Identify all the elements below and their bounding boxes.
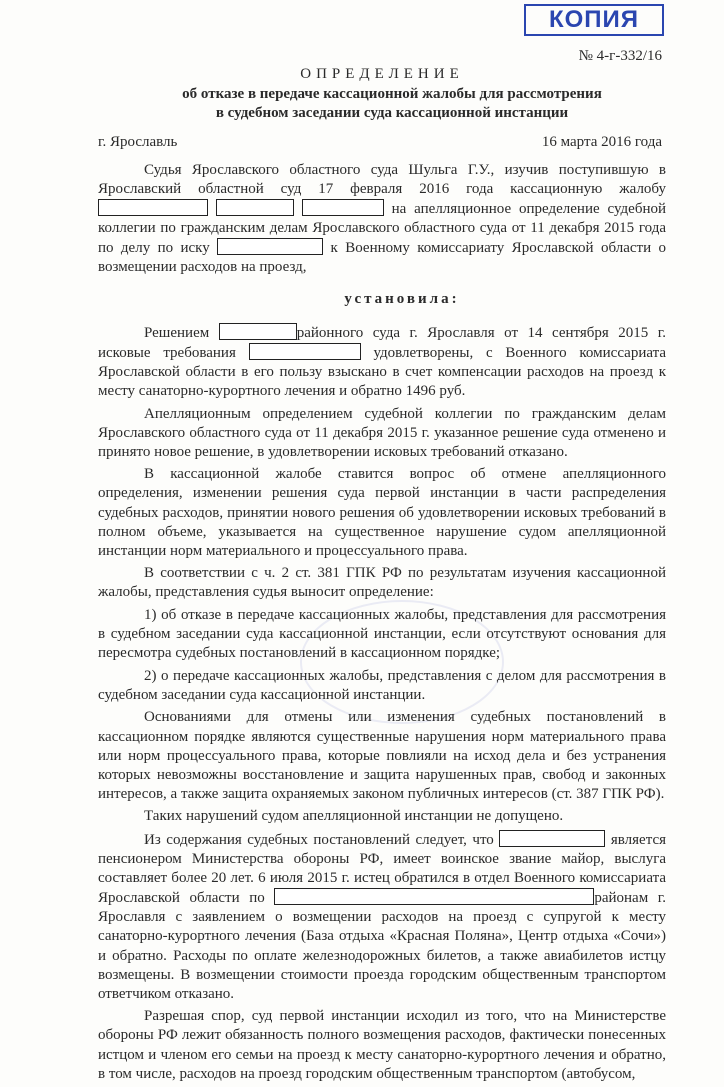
paragraph: Апелляционным определением судебной коллегии по гражданским делам Ярославского областного суда от 11 декабря 2015 г. указанное решение суда отменено и принято новое решение, в удовлетворении исковых требований отказано. — [98, 405, 666, 460]
text: районам г. Ярославля с заявлением о возмещении расходов на проезд с супругой к месту санаторно-курортного лечения (База отдыха «Красная Поляна», Центр отдыха «Сочи») и обратно. Расходы по оплате железнодорожных билетов, а также авиабилетов истцу возмещены. В возмещении стоимости проезда городским общественным транспортом ответчиком отказано. — [98, 890, 666, 1002]
paragraph — [98, 830, 666, 1004]
paragraph-intro — [98, 161, 666, 278]
paragraph: Таких нарушений судом апелляционной инстанции не допущено. — [144, 808, 564, 825]
redaction-box — [499, 830, 605, 847]
text: удовлетворены, с Военного комиссариата Ярославской области в его пользу взыскано в счет компенсации расходов на проезд к месту санаторно-курортного лечения и обратно 1496 руб. — [98, 344, 667, 399]
text: Судья Ярославского областного суда Шульга Г.У., изучив поступившую в Ярославский областной суд 17 февраля 2016 года кассационную жалобу — [98, 162, 666, 198]
case-number: № 4-г-332/16 — [578, 48, 662, 64]
document-subtitle — [0, 85, 724, 123]
copy-stamp: КОПИЯ — [524, 4, 664, 36]
paragraph: В кассационной жалобе ставится вопрос об отмене апелляционного определения, изменении решения суда первой инстанции в части распределения судебных расходов, принятии нового решения об удовлетворении исковых требований в полном объеме, указывается на существенное нарушение судом апелляционной инстанции норм материального и процессуального права. — [98, 466, 666, 559]
redaction-box — [98, 199, 208, 216]
document-body — [98, 161, 666, 1087]
text: районного суда г. Ярославля от 14 сентября 2015 г. исковые требования — [98, 324, 666, 361]
paragraph — [98, 323, 666, 401]
paragraph: Разрешая спор, суд первой инстанции исходил из того, что на Министерстве обороны РФ лежит обязанность полного возмещения расходов, фактически понесенных истцом и членом его семьи на проезд к месту санаторно-курортного лечения и обратно, в том числе, расходов на проезд городским общественным транспортом (автобусом, — [98, 1008, 666, 1082]
paragraph: 1) об отказе в передаче кассационных жалобы, представления для рассмотрения в судебном заседании суда кассационной инстанции, если отсутствуют основания для пересмотра судебных постановлений в кассационном порядке; — [98, 606, 666, 662]
text: на апелляционное определение судебной коллегии по гражданским делам Ярославского областного суда от 11 декабря 2015 года по делу по иску — [98, 201, 667, 257]
redaction-box — [274, 888, 594, 905]
subtitle-line-1: об отказе в передаче кассационной жалобы для рассмотрения — [182, 86, 602, 102]
text: к Военному комиссариату Ярославской области о возмещении расходов на проезд, — [98, 240, 666, 276]
text: Решением — [144, 324, 210, 341]
document-date: 16 марта 2016 года — [541, 134, 662, 150]
document-title: ОПРЕДЕЛЕНИЕ — [300, 66, 464, 82]
redaction-box — [249, 343, 361, 360]
subtitle-line-2: в судебном заседании суда кассационной инстанции — [215, 105, 569, 121]
paragraph: 2) о передаче кассационных жалобы, представления с делом для рассмотрения в судебном заседании суда кассационной инстанции. — [98, 667, 666, 703]
paragraph: В соответствии с ч. 2 ст. 381 ГПК РФ по результатам изучения кассационной жалобы, представления судья выносит определение: — [98, 565, 666, 601]
redaction-box — [217, 238, 323, 255]
section-heading: установила: — [344, 290, 460, 307]
paragraph: Основаниями для отмены или изменения судебных постановлений в кассационном порядке являются существенные нарушения норм материального права или норм процессуального права, которые повлияли на исход дела и без устранения которых невозможны восстановление и защита нарушенных прав, свобод и законных интересов, а также защита охраняемых законом публичных интересов (ст. 387 ГПК РФ). — [98, 709, 666, 802]
redaction-box — [219, 323, 297, 340]
redaction-box — [216, 199, 294, 216]
text: является пенсионером Министерства обороны РФ, имеет воинское звание майор, выслуга составляет более 20 лет. 6 июля 2015 г. истец обратился в отдел Военного комиссариата Ярославской области по — [98, 832, 666, 907]
text: Из содержания судебных постановлений следует, что — [144, 832, 494, 848]
city: г. Ярославль — [98, 134, 178, 150]
redaction-box — [302, 199, 384, 216]
